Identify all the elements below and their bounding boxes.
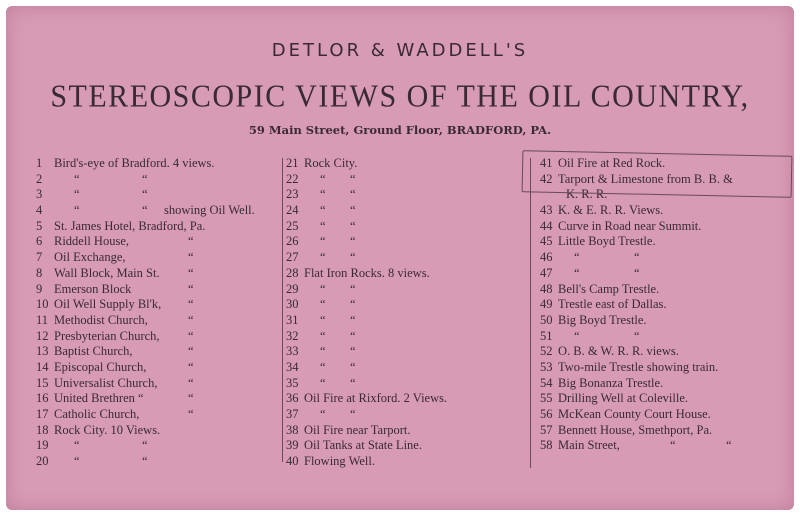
item-text: Universalist Church, <box>54 375 158 390</box>
ditto-mark: “ <box>574 265 580 280</box>
item-number: 39 <box>286 438 299 453</box>
item-number: 10 <box>36 297 49 312</box>
item-number: 7 <box>36 250 43 265</box>
item-text: K. & E. R. R. Views. <box>558 203 664 218</box>
item-text: Oil Exchange, <box>54 250 126 265</box>
item-text: Oil Fire near Tarport. <box>304 422 411 437</box>
ditto-mark: “ <box>634 265 640 280</box>
ditto-mark: “ <box>74 171 80 186</box>
item-number: 29 <box>286 281 299 296</box>
list-item <box>286 391 531 407</box>
item-text: Rock City. 10 Views. <box>54 422 161 437</box>
ditto-mark: “ <box>350 407 356 421</box>
ditto-mark: “ <box>188 391 194 406</box>
list-item <box>286 172 531 188</box>
item-number: 25 <box>286 218 299 233</box>
list-item <box>286 454 531 470</box>
item-number: 3 <box>36 187 43 202</box>
item-number: 6 <box>36 234 43 249</box>
list-item <box>36 187 281 203</box>
ditto-mark: “ <box>188 407 194 421</box>
ditto-mark: “ <box>670 438 676 453</box>
item-text: Episcopal Church, <box>54 359 147 374</box>
list-item <box>286 282 531 298</box>
ditto-mark: “ <box>188 250 194 265</box>
item-text-continued: K. R. R. <box>566 187 608 202</box>
item-number: 23 <box>286 187 299 202</box>
item-text: St. James Hotel, Bradford, Pa. <box>54 218 206 233</box>
item-number: 34 <box>286 359 299 374</box>
list-item <box>286 438 531 454</box>
item-number: 27 <box>286 250 299 265</box>
item-number: 4 <box>36 203 43 218</box>
list-item <box>36 313 281 329</box>
list-item <box>286 329 531 345</box>
item-42-hand-drawn-box <box>522 150 793 198</box>
list-item <box>540 234 790 250</box>
ditto-mark: “ <box>320 312 326 327</box>
ditto-mark: “ <box>320 203 326 218</box>
ditto-mark: “ <box>320 281 326 296</box>
item-text: Bird's-eye of Bradford. 4 views. <box>54 156 215 170</box>
item-number: 14 <box>36 359 49 374</box>
ditto-mark: “ <box>350 344 356 359</box>
item-number: 47 <box>540 265 553 280</box>
item-number: 56 <box>540 407 553 422</box>
ditto-mark: “ <box>188 344 194 359</box>
item-text: Bennett House, Smethport, Pa. <box>558 422 713 437</box>
column-divider-1 <box>282 158 283 462</box>
ditto-mark: “ <box>350 359 356 374</box>
ditto-mark: “ <box>350 312 356 327</box>
list-item <box>540 297 790 313</box>
item-number: 36 <box>286 391 299 406</box>
item-number: 57 <box>540 422 553 437</box>
list-item <box>540 250 790 266</box>
ditto-mark: “ <box>188 265 194 280</box>
ditto-mark: “ <box>74 187 80 202</box>
item-number: 9 <box>36 281 43 296</box>
ditto-mark: “ <box>74 438 80 453</box>
ditto-mark: “ <box>74 203 80 218</box>
ditto-mark: “ <box>726 438 732 453</box>
list-item <box>36 391 281 407</box>
ditto-mark: “ <box>142 187 148 202</box>
list-item <box>36 297 281 313</box>
ditto-mark: “ <box>188 312 194 327</box>
item-text: Trestle east of Dallas. <box>558 297 667 312</box>
item-number: 15 <box>36 375 49 390</box>
ditto-mark: “ <box>320 375 326 390</box>
ditto-mark: “ <box>320 297 326 312</box>
list-item <box>286 266 531 282</box>
list-item <box>36 407 281 423</box>
ditto-mark: “ <box>188 359 194 374</box>
item-number: 45 <box>540 234 553 249</box>
list-item <box>36 266 281 282</box>
item-number: 41 <box>540 156 553 170</box>
list-item <box>286 407 531 423</box>
list-item <box>286 187 531 203</box>
item-text: Oil Fire at Rixford. 2 Views. <box>304 391 448 406</box>
publisher-name: DETLOR & WADDELL'S <box>271 40 529 61</box>
item-text-extra: showing Oil Well. <box>164 203 255 218</box>
list-item <box>286 156 531 172</box>
item-number: 19 <box>36 438 49 453</box>
ditto-mark: “ <box>142 171 148 186</box>
list-item <box>286 234 531 250</box>
item-text: Flowing Well. <box>304 454 375 469</box>
list-item <box>540 438 790 454</box>
list-item <box>36 454 281 470</box>
item-number: 24 <box>286 203 299 218</box>
list-item <box>540 423 790 439</box>
item-text: Presbyterian Church, <box>54 328 160 343</box>
address-line: 59 Main Street, Ground Floor, BRADFORD, PA. <box>248 123 552 137</box>
list-item <box>540 329 790 345</box>
item-text: Oil Tanks at State Line. <box>304 438 422 453</box>
item-number: 28 <box>286 265 299 280</box>
list-item <box>286 360 531 376</box>
list-item <box>36 344 281 360</box>
list-item <box>540 282 790 298</box>
item-text: Baptist Church, <box>54 344 133 359</box>
stereoview-card <box>6 6 794 510</box>
item-number: 46 <box>540 250 553 265</box>
item-number: 35 <box>286 375 299 390</box>
item-text: Little Boyd Trestle. <box>558 234 656 249</box>
list-item <box>540 219 790 235</box>
item-text: Drilling Well at Coleville. <box>558 391 688 406</box>
list-item <box>286 219 531 235</box>
ditto-mark: “ <box>320 218 326 233</box>
item-text: Rock City. <box>304 156 358 170</box>
list-item <box>36 360 281 376</box>
ditto-mark: “ <box>634 328 640 343</box>
item-number: 31 <box>286 312 299 327</box>
list-item <box>286 376 531 392</box>
view-list-column-2 <box>286 156 531 470</box>
ditto-mark: “ <box>188 297 194 312</box>
item-number: 51 <box>540 328 553 343</box>
list-item <box>540 344 790 360</box>
item-number: 30 <box>286 297 299 312</box>
item-text: McKean County Court House. <box>558 407 711 422</box>
item-number: 21 <box>286 156 299 170</box>
item-number: 37 <box>286 407 299 421</box>
item-number: 12 <box>36 328 49 343</box>
ditto-mark: “ <box>350 218 356 233</box>
view-list-column-3 <box>540 156 790 454</box>
item-number: 32 <box>286 328 299 343</box>
ditto-mark: “ <box>350 187 356 202</box>
item-number: 26 <box>286 234 299 249</box>
item-text: Flat Iron Rocks. 8 views. <box>304 265 430 280</box>
item-number: 16 <box>36 391 49 406</box>
list-item <box>36 219 281 235</box>
list-item <box>540 266 790 282</box>
item-number: 13 <box>36 344 49 359</box>
ditto-mark: “ <box>320 344 326 359</box>
ditto-mark: “ <box>320 171 326 186</box>
item-number: 2 <box>36 171 43 186</box>
ditto-mark: “ <box>350 375 356 390</box>
list-item <box>36 376 281 392</box>
item-text: Methodist Church, <box>54 312 148 327</box>
ditto-mark: “ <box>142 203 148 218</box>
ditto-mark: “ <box>350 234 356 249</box>
list-item <box>286 423 531 439</box>
ditto-mark: “ <box>188 328 194 343</box>
item-number: 49 <box>540 297 553 312</box>
ditto-mark: “ <box>320 250 326 265</box>
ditto-mark: “ <box>320 359 326 374</box>
list-item <box>36 156 281 172</box>
item-number: 48 <box>540 281 553 296</box>
item-text: Big Bonanza Trestle. <box>558 375 664 390</box>
list-item <box>36 423 281 439</box>
ditto-mark: “ <box>320 328 326 343</box>
list-item <box>36 234 281 250</box>
item-number: 8 <box>36 265 43 280</box>
list-item <box>540 376 790 392</box>
list-item <box>286 203 531 219</box>
item-text: Oil Fire at Red Rock. <box>558 156 666 170</box>
list-item <box>36 329 281 345</box>
item-number: 20 <box>36 454 49 469</box>
item-number: 18 <box>36 422 49 437</box>
item-number: 5 <box>36 218 43 233</box>
ditto-mark: “ <box>350 250 356 265</box>
item-text: Emerson Block <box>54 281 132 296</box>
item-number: 43 <box>540 203 553 218</box>
ditto-mark: “ <box>350 328 356 343</box>
list-item <box>286 344 531 360</box>
item-number: 52 <box>540 344 553 359</box>
item-text: Tarport & Limestone from B. B. & <box>558 171 733 186</box>
item-number: 11 <box>36 312 49 327</box>
item-text: O. B. & W. R. R. views. <box>558 344 679 359</box>
ditto-mark: “ <box>350 281 356 296</box>
list-item <box>36 438 281 454</box>
item-number: 53 <box>540 359 553 374</box>
item-number: 17 <box>36 407 49 421</box>
list-item <box>540 313 790 329</box>
ditto-mark: “ <box>350 297 356 312</box>
ditto-mark: “ <box>574 328 580 343</box>
view-list-column-1 <box>36 156 281 470</box>
ditto-mark: “ <box>320 234 326 249</box>
item-text: Bell's Camp Trestle. <box>558 281 660 296</box>
list-item <box>540 203 790 219</box>
list-item <box>286 297 531 313</box>
item-number: 55 <box>540 391 553 406</box>
list-item <box>540 360 790 376</box>
item-number: 38 <box>286 422 299 437</box>
list-item <box>36 282 281 298</box>
list-item <box>36 172 281 188</box>
ditto-mark: “ <box>74 454 80 469</box>
item-text: Oil Well Supply Bl'k, <box>54 297 162 312</box>
ditto-mark: “ <box>350 203 356 218</box>
ditto-mark: “ <box>350 171 356 186</box>
item-number: 33 <box>286 344 299 359</box>
list-item <box>286 250 531 266</box>
ditto-mark: “ <box>188 375 194 390</box>
ditto-mark: “ <box>188 234 194 249</box>
ditto-mark: “ <box>142 438 148 453</box>
list-item <box>286 313 531 329</box>
ditto-mark: “ <box>188 281 194 296</box>
list-item <box>540 391 790 407</box>
item-number: 22 <box>286 171 299 186</box>
ditto-mark: “ <box>634 250 640 265</box>
item-text: United Brethren “ <box>54 391 144 406</box>
item-text: Catholic Church, <box>54 407 140 421</box>
ditto-mark: “ <box>142 454 148 469</box>
page-title: STEREOSCOPIC VIEWS OF THE OIL COUNTRY, <box>50 79 750 114</box>
item-number: 54 <box>540 375 553 390</box>
list-item <box>36 250 281 266</box>
item-number: 44 <box>540 218 553 233</box>
item-text: Main Street, <box>558 438 620 453</box>
item-text: Wall Block, Main St. <box>54 265 160 280</box>
ditto-mark: “ <box>320 407 326 421</box>
list-item <box>540 407 790 423</box>
item-number: 42 <box>540 171 553 186</box>
item-text: Two-mile Trestle showing train. <box>558 359 719 374</box>
item-number: 1 <box>36 156 43 170</box>
item-text: Riddell House, <box>54 234 129 249</box>
item-text: Big Boyd Trestle. <box>558 312 647 327</box>
item-number: 40 <box>286 454 299 469</box>
list-item <box>36 203 281 219</box>
ditto-mark: “ <box>574 250 580 265</box>
ditto-mark: “ <box>320 187 326 202</box>
item-text: Curve in Road near Summit. <box>558 218 702 233</box>
item-number: 50 <box>540 312 553 327</box>
item-number: 58 <box>540 438 553 453</box>
